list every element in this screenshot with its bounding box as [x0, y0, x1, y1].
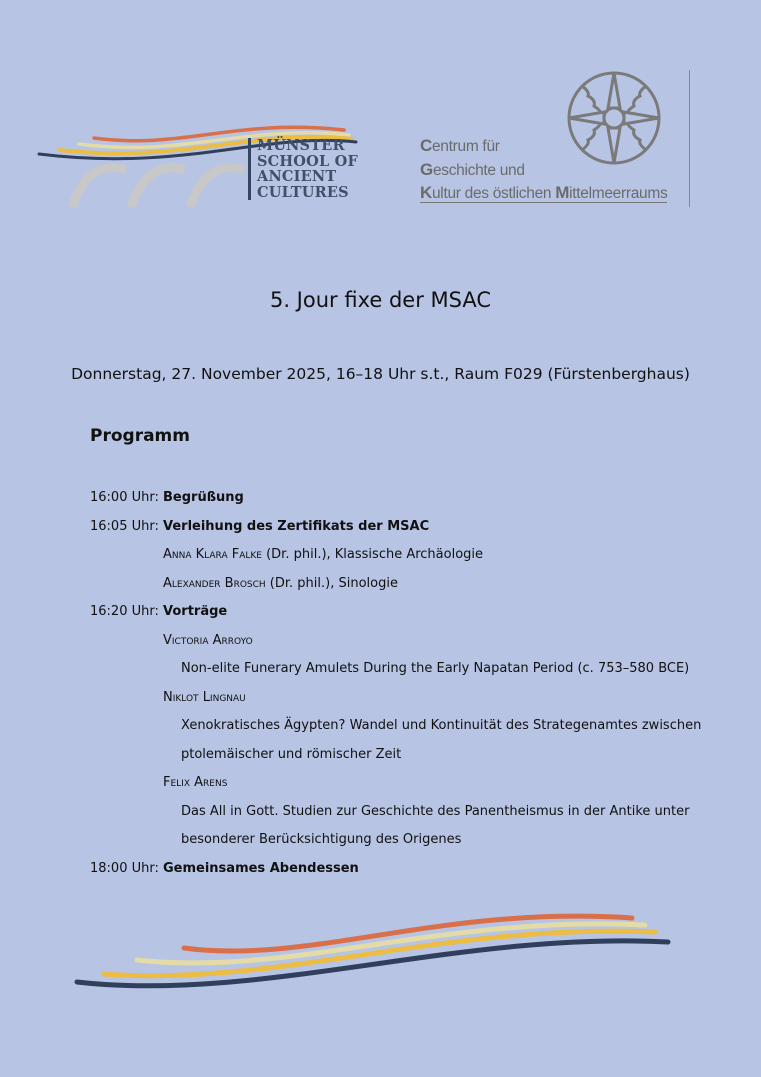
initial: G: [420, 159, 433, 179]
centrum-line: [420, 135, 667, 159]
centrum-line: [420, 159, 667, 183]
certificate-recipient: [90, 545, 690, 574]
recipient-details: (Dr. phil.), Klassische Archäologie: [261, 547, 484, 562]
text: eschichte und: [432, 161, 525, 179]
initial: C: [420, 136, 432, 155]
program-list: [90, 488, 702, 887]
talk-title: Xenokratisches Ägypten? Wandel und Kontinuität des Strategenamtes zwischen: [181, 718, 702, 733]
bottom-swoosh-icon: [60, 895, 680, 1005]
bridge-arches-icon: [72, 168, 244, 207]
page-title: 5. Jour fixe der MSAC: [269, 288, 492, 312]
recipient-details: (Dr. phil.), Sinologie: [265, 575, 398, 591]
recipient-name: Alexander Brosch: [163, 575, 266, 591]
certificate-recipient: [90, 574, 690, 603]
msac-line: ANCIENT: [257, 168, 337, 185]
msac-logo-text: [248, 138, 358, 200]
initial: K: [420, 183, 432, 202]
program-item: [90, 602, 690, 631]
msac-line: CULTURES: [257, 183, 349, 201]
program-item: [90, 859, 690, 888]
item-label: Gemeinsames Abendessen: [163, 860, 359, 876]
item-label: Begrüßung: [163, 490, 244, 505]
centrum-line: [420, 182, 667, 206]
recipient-name: Anna Klara Falke: [163, 547, 262, 562]
text: ultur des östlichen: [431, 185, 556, 202]
item-label: Vorträge: [163, 604, 228, 619]
text: entrum für: [431, 138, 500, 155]
time: 18:00 Uhr:: [90, 860, 159, 876]
talk-title: Non-elite Funerary Amulets During the Early Napatan Period (c. 753–580 BCE): [181, 661, 690, 676]
item-label: Verleihung des Zertifikats der MSAC: [163, 518, 430, 534]
talk-title: Das All in Gott. Studien zur Geschichte des Panentheismus in der Antike unter: [181, 803, 690, 819]
talk-speaker: Felix Arens: [163, 775, 228, 790]
talk-speaker: Niklot Lingnau: [163, 689, 246, 705]
time: 16:05 Uhr:: [90, 518, 159, 534]
program-item: [90, 517, 690, 546]
msac-line: SCHOOL OF: [257, 152, 358, 170]
talk-title: besonderer Berücksichtigung des Origenes: [181, 832, 462, 847]
time: 16:00 Uhr:: [90, 490, 159, 505]
event-details: Donnerstag, 27. November 2025, 16–18 Uhr s.t., Raum F029 (Fürstenberghaus): [71, 365, 690, 383]
talk-title: ptolemäischer und römischer Zeit: [181, 746, 402, 762]
talk-speaker: Victoria Arroyo: [163, 632, 253, 648]
centrum-logo-text: [420, 135, 667, 206]
time: 16:20 Uhr:: [90, 604, 159, 619]
logo-divider: [689, 70, 690, 207]
initial: M: [555, 183, 570, 202]
program-item: [90, 488, 690, 517]
msac-line: MÜNSTER: [257, 137, 345, 154]
text: ittelmeerraums: [569, 185, 668, 202]
section-heading: Programm: [90, 426, 190, 446]
